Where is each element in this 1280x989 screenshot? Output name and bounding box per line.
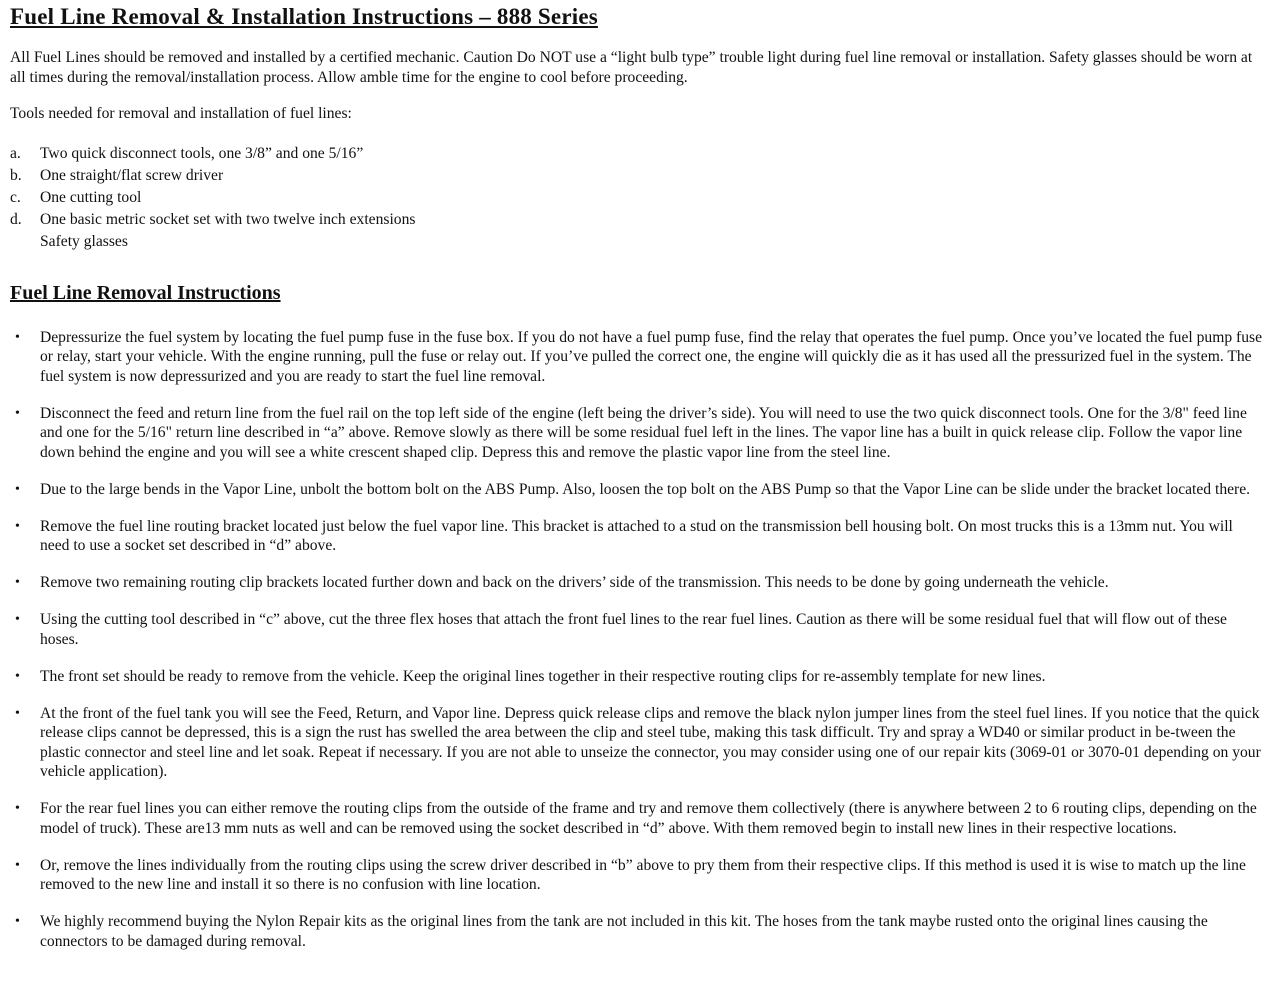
step-text: We highly recommend buying the Nylon Repair kits as the original lines from the tank are not included in this kit. The hoses from the tank maybe rusted onto the original lines causing the connectors to be damaged during removal.: [40, 913, 1208, 950]
tools-intro: Tools needed for removal and installation of fuel lines:: [10, 105, 352, 122]
step-text: Disconnect the feed and return line from the fuel rail on the top left side of the engine (left being the driver’s side). You will need to use the two quick disconnect tools. One for the 3/8" feed line and one for the 5/16" return line described in “a” above. Remove slowly as there will be some residual fuel left in the lines. The vapor line has a built in quick release clip. Follow the vapor line down behind the engine and you will see a white crescent shaped clip. Depress this and remove the plastic vapor line from the steel line.: [40, 404, 1247, 461]
removal-steps-list: [10, 328, 1266, 952]
tool-text: Two quick disconnect tools, one 3/8” and one 5/16”: [40, 144, 364, 162]
tool-item: [10, 187, 1266, 209]
step-item: [10, 328, 1266, 387]
step-item: [10, 404, 1266, 463]
step-item: [10, 517, 1266, 556]
tool-item: [10, 143, 1266, 165]
tool-item: [10, 209, 1266, 231]
document-title: Fuel Line Removal & Installation Instructions – 888 Series: [10, 4, 598, 29]
tool-text: One straight/flat screw driver: [40, 166, 224, 184]
step-item: [10, 480, 1266, 500]
bullet-icon: •: [15, 405, 20, 421]
tool-marker: c.: [10, 188, 21, 206]
step-item: [10, 799, 1266, 838]
tool-marker: a.: [10, 144, 21, 162]
step-text: Due to the large bends in the Vapor Line, unbolt the bottom bolt on the ABS Pump. Also, loosen the top bolt on the ABS Pump so that the Vapor Line can be slide under the bracket located there.: [40, 480, 1251, 498]
step-item: [10, 573, 1266, 593]
step-text: The front set should be ready to remove from the vehicle. Keep the original lines together in their respective routing clips for re-assembly template for new lines.: [40, 667, 1046, 685]
step-item: [10, 856, 1266, 895]
bullet-icon: •: [15, 801, 20, 816]
bullet-icon: •: [15, 914, 20, 929]
step-text: At the front of the fuel tank you will see the Feed, Return, and Vapor line. Depress quick release clips and remove the black nylon jumper lines from the steel fuel lines. If you notice that the quick release clips cannot be depressed, this is a sign the rust has swelled the area between the clip and steel tube, making this task difficult. Try and spray a WD40 or similar product in be-tween the plastic connector and steel line and let soak. Repeat if necessary. If you are not able to unseize the connector, you may consider using one of our repair kits (3069-01 or 3070-01 depending on your vehicle application).: [40, 704, 1261, 780]
step-text: Or, remove the lines individually from the routing clips using the screw driver described in “b” above to pry them from their respective clips. If this method is used it is wise to match up the line removed to the new line and install it so there is no confusion with line location.: [40, 856, 1246, 893]
step-text: Using the cutting tool described in “c” above, cut the three flex hoses that attach the front fuel lines to the rear fuel lines. Caution as there will be some residual fuel that will flow out of these hoses.: [40, 611, 1227, 648]
step-item: [10, 912, 1266, 951]
bullet-icon: •: [15, 481, 20, 497]
tool-item: [10, 231, 1266, 253]
step-item: [10, 610, 1266, 649]
bullet-icon: •: [15, 705, 20, 721]
tool-text: Safety glasses: [40, 232, 128, 250]
tool-marker: b.: [10, 166, 22, 184]
bullet-icon: •: [15, 575, 20, 590]
bullet-icon: •: [15, 329, 20, 345]
section-title-removal: Fuel Line Removal Instructions: [10, 281, 281, 304]
step-text: Depressurize the fuel system by locating the fuel pump fuse in the fuse box. If you do not have a fuel pump fuse, find the relay that operates the fuel pump. Once you’ve located the fuel pump fuse or relay, start your vehicle. With the engine running, pull the fuse or relay out. If you’ve pulled the correct one, the engine will quickly die as it has used all the pressurized fuel in the system. The fuel system is now depressurized and you are ready to start the fuel line removal.: [40, 328, 1263, 385]
step-item: [10, 704, 1266, 782]
step-text: Remove two remaining routing clip brackets located further down and back on the drivers’ side of the transmission. This needs to be done by going underneath the vehicle.: [40, 574, 1109, 591]
tool-text: One cutting tool: [40, 188, 142, 206]
tool-marker: d.: [10, 210, 22, 228]
intro-paragraph: All Fuel Lines should be removed and installed by a certified mechanic. Caution Do NOT use a “light bulb type” trouble light during fuel line removal or installation. Safety glasses should be worn at all times during the removal/installation process. Allow amble time for the engine to cool before proceeding.: [10, 49, 1253, 86]
step-item: [10, 667, 1266, 687]
tools-list: [10, 143, 1266, 253]
tool-text: One basic metric socket set with two twelve inch extensions: [40, 210, 416, 228]
bullet-icon: •: [15, 612, 20, 627]
step-text: Remove the fuel line routing bracket located just below the fuel vapor line. This bracket is attached to a stud on the transmission bell housing bolt. On most trucks this is a 13mm nut. You will need to use a socket set described in “d” above.: [40, 517, 1233, 554]
tool-item: [10, 165, 1266, 187]
bullet-icon: •: [15, 668, 20, 684]
bullet-icon: •: [15, 857, 20, 873]
step-text: For the rear fuel lines you can either remove the routing clips from the outside of the frame and try and remove them collectively (there is anywhere between 2 to 6 routing clips, depending on the model of truck). These are13 mm nuts as well and can be removed using the socket described in “d” above. With them removed begin to install new lines in their respective locations.: [40, 800, 1257, 837]
bullet-icon: •: [15, 518, 20, 534]
tool-marker: [10, 231, 40, 253]
